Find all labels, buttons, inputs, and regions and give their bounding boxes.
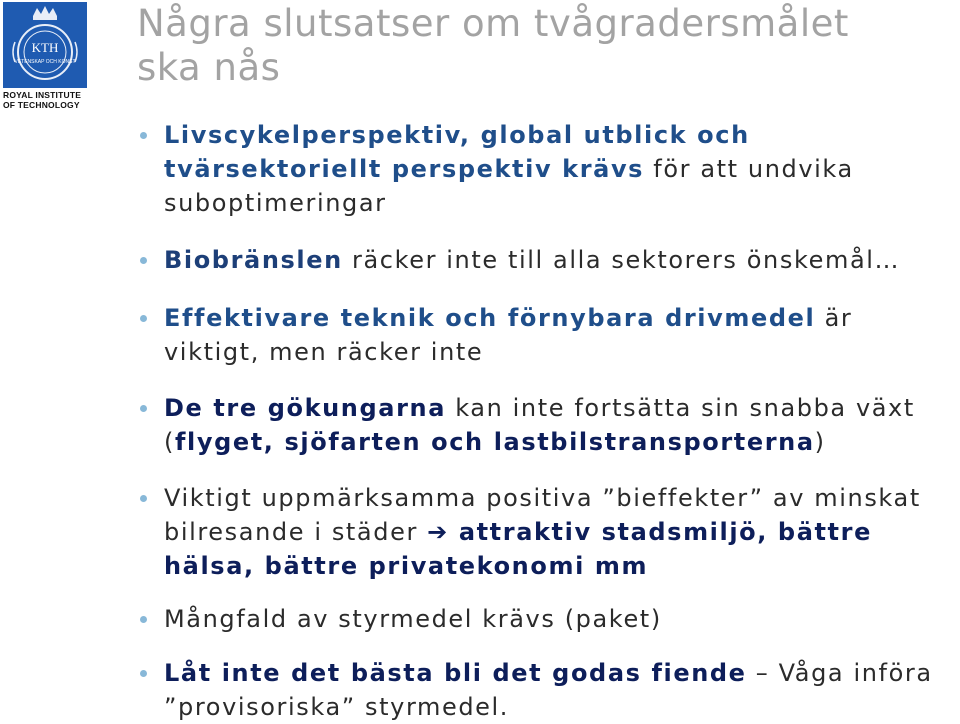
bullet-styrmedel: Mångfald av styrmedel krävs (paket) xyxy=(140,602,955,636)
arrow-icon: ➔ xyxy=(427,518,449,546)
title-line-1: Några slutsatser om tvågradersmålet xyxy=(137,2,849,45)
bullet-dot xyxy=(140,257,147,264)
bullet-effektivare: Effektivare teknik och förnybara drivmedel är viktigt, men räcker inte xyxy=(140,301,955,369)
kth-seal-icon xyxy=(3,2,87,88)
bullet-bieffekter: Viktigt uppmärksamma positiva ”bieffekter” av minskat bilresande i städer ➔ attraktiv stadsmiljö, bättre hälsa, bättre privatekonomi mm xyxy=(140,481,955,583)
bullet-bastagodas: Låt inte det bästa bli det godas fiende – Våga införa ”provisoriska” styrmedel. xyxy=(140,656,955,724)
bullet-dot xyxy=(140,405,147,412)
institute-name xyxy=(3,91,87,110)
bullet-dot xyxy=(140,616,147,623)
bullet-dot xyxy=(140,670,147,677)
bullet-biobranslen: Biobränslen räcker inte till alla sektorers önskemål… xyxy=(140,243,955,277)
bullet-gokungarna: De tre gökungarna kan inte fortsätta sin snabba växt (flyget, sjöfarten och lastbilstransporterna) xyxy=(140,391,955,459)
kth-logo xyxy=(3,2,87,110)
bullet-dot xyxy=(140,315,147,322)
bullet-list xyxy=(140,118,955,724)
kth-seal xyxy=(3,2,87,88)
institute-line-1: ROYAL INSTITUTE xyxy=(3,90,82,100)
bullet-dot xyxy=(140,132,147,139)
bullet-dot xyxy=(140,495,147,502)
institute-line-2: OF TECHNOLOGY xyxy=(3,99,80,110)
title-line-2: ska nås xyxy=(137,46,281,89)
bullet-livscykel: Livscykelperspektiv, global utblick och tvärsektoriellt perspektiv krävs för att undvika suboptimeringar xyxy=(140,118,955,220)
slide-title xyxy=(137,2,947,90)
svg-text:VETENSKAP OCH KONST: VETENSKAP OCH KONST xyxy=(14,59,76,65)
kth-seal-text: KTH xyxy=(31,40,59,55)
